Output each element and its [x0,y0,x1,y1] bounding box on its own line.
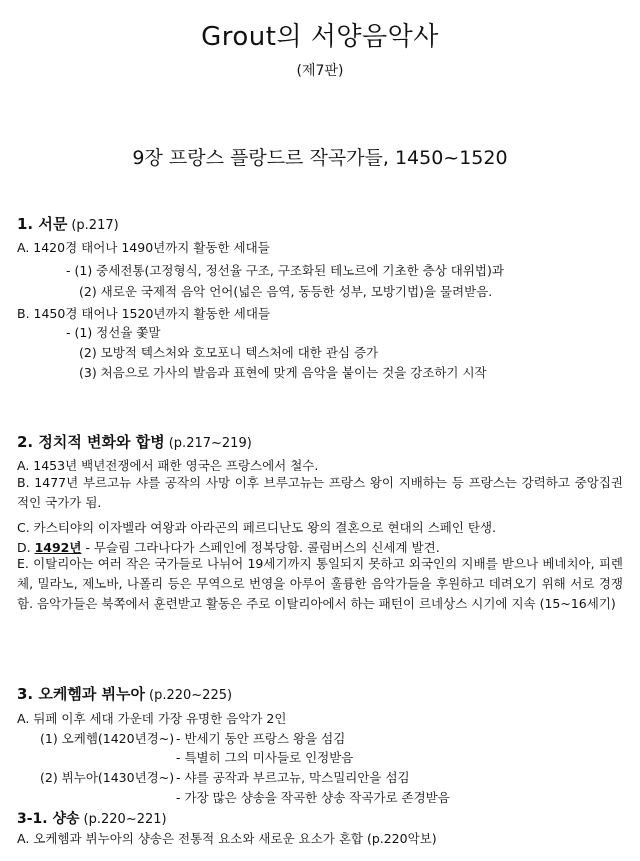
list-item: B. 1450경 태어나 1520년까지 활동한 세대들 [17,306,271,321]
section-heading-chanson [17,808,167,828]
list-item: (1) 오케헴(1420년경~) [40,731,175,746]
list-item: C. 카스티야의 이자벨라 여왕과 아라곤의 페르디난도 왕의 결혼으로 현대의 스페인 탄생. [17,520,497,535]
list-item: - (1) 중세전통(고정형식, 정선율 구조, 구조화된 테노르에 기초한 층상 대위법)과 [66,263,504,278]
list-item: (3) 처음으로 가사의 발음과 표현에 맞게 음악을 붙이는 것을 강조하기 시작 [79,365,487,380]
list-item: - 특별히 그의 미사들로 인정받음 [176,750,354,765]
section-heading-politics [17,431,252,452]
section-page-ref: (p.220~225) [149,688,233,703]
list-item: A. 1453년 백년전쟁에서 패한 영국은 프랑스에서 철수. [17,458,319,473]
list-item: A. 오케헴과 뷔누아의 샹송은 전통적 요소와 새로운 요소가 혼합 (p.220악보) [17,831,437,846]
list-item: - 가장 많은 샹송을 작곡한 샹송 작곡가로 존경받음 [176,790,450,805]
list-item: A. 1420경 태어나 1490년까지 활동한 세대들 [17,240,270,255]
list-item: - 반세기 동안 프랑스 왕을 섬김 [176,731,346,746]
list-item-text: - 무슬림 그라나다가 스페인에 정복당함. 콜럼버스의 신세계 발견. [85,540,440,555]
list-item: - 샤를 공작과 부르고뉴, 막스밀리안을 섬김 [176,770,410,785]
chapter-heading: 9장 프랑스 플랑드르 작곡가들, 1450~1520 [132,147,508,169]
section-heading-text: 3-1. 샹송 [17,811,80,827]
document-title: Grout의 서양음악사 [201,22,439,52]
list-item: - (1) 정선율 쫓말 [66,325,161,340]
section-page-ref: (p.217~219) [168,436,252,451]
list-item: E. 이탈리아는 여러 작은 국가들로 나뉘어 19세기까지 통일되지 못하고 외국인의 지배를 받으나 베네치아, 피렌체, 밀라노, 제노바, 나폴리 등은 무역으로 번영을 아루어 훌륭한 음악가들을 후원하고 데려오기 위해 서로 경쟁함. 음악가들은 북쪽에서 훈련받고 활동은 주로 이탈리아에서 하는 패턴이 르네상스 시기에 지속 (15~16세기) [17,556,623,611]
section-heading-intro [17,213,119,234]
section-heading-ockeghem-busnois [17,683,232,704]
section-heading-text: 1. 서문 [17,215,68,233]
edition-label: (제7판) [296,63,344,79]
list-marker: D. [17,540,31,555]
section-heading-text: 3. 오케헴과 뷔누아 [17,685,146,703]
section-page-ref: (p.217) [71,218,119,233]
section-page-ref: (p.220~221) [83,812,167,827]
list-item: (2) 새로운 국제적 음악 언어(넓은 음역, 동등한 성부, 모방기법)을 물려받음. [79,284,493,299]
list-item: B. 1477년 부르고뉴 샤를 공작의 사망 이후 브루고뉴는 프랑스 왕이 지배하는 등 프랑스는 강력하고 중앙집권적인 국가가 됨. [17,475,623,510]
list-item: (2) 뷔누아(1430년경~) [40,770,175,785]
highlighted-year: 1492년 [34,540,82,555]
section-heading-text: 2. 정치적 변화와 합병 [17,433,165,451]
list-item: A. 뒤페 이후 세대 가운데 가장 유명한 음악가 2인 [17,711,287,726]
list-item: (2) 모방적 텍스처와 호모포니 텍스처에 대한 관심 증가 [79,345,379,360]
